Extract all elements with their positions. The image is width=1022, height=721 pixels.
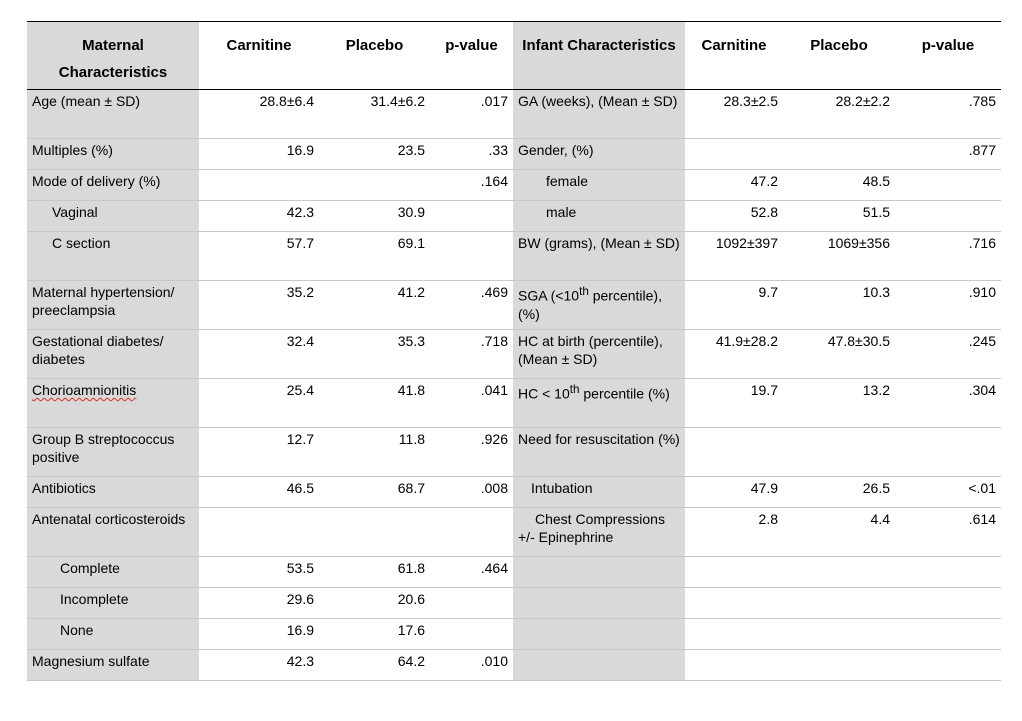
header-pvalue-infant: p-value bbox=[921, 37, 975, 54]
maternal-carnitine: 42.3 bbox=[199, 650, 319, 681]
maternal-label: Gestational diabetes/ diabetes bbox=[27, 330, 199, 379]
infant-pvalue: .614 bbox=[895, 508, 1001, 557]
maternal-carnitine: 53.5 bbox=[199, 557, 319, 588]
table-row bbox=[27, 201, 1001, 232]
infant-placebo: 1069±356 bbox=[783, 232, 895, 281]
maternal-carnitine bbox=[199, 170, 319, 201]
header-carnitine-infant: Carnitine bbox=[701, 37, 767, 54]
infant-label: female bbox=[513, 170, 685, 201]
maternal-placebo bbox=[319, 508, 430, 557]
table-row bbox=[27, 477, 1001, 508]
maternal-pvalue: .017 bbox=[430, 90, 513, 139]
maternal-placebo: 23.5 bbox=[319, 139, 430, 170]
table-row bbox=[27, 281, 1001, 330]
infant-pvalue: .716 bbox=[895, 232, 1001, 281]
infant-placebo: 48.5 bbox=[783, 170, 895, 201]
table-row bbox=[27, 379, 1001, 428]
maternal-carnitine: 57.7 bbox=[199, 232, 319, 281]
infant-placebo: 4.4 bbox=[783, 508, 895, 557]
infant-placebo bbox=[783, 588, 895, 619]
infant-placebo: 10.3 bbox=[783, 281, 895, 330]
infant-placebo bbox=[783, 428, 895, 477]
maternal-label: Complete bbox=[27, 557, 199, 588]
infant-placebo bbox=[783, 619, 895, 650]
maternal-carnitine: 29.6 bbox=[199, 588, 319, 619]
maternal-label: C section bbox=[27, 232, 199, 281]
infant-label: GA (weeks), (Mean ± SD) bbox=[513, 90, 685, 139]
infant-pvalue bbox=[895, 170, 1001, 201]
infant-carnitine: 41.9±28.2 bbox=[685, 330, 783, 379]
table-row bbox=[27, 428, 1001, 477]
maternal-label: Magnesium sulfate bbox=[27, 650, 199, 681]
maternal-pvalue: .464 bbox=[430, 557, 513, 588]
maternal-placebo: 30.9 bbox=[319, 201, 430, 232]
maternal-placebo: 11.8 bbox=[319, 428, 430, 477]
infant-pvalue: <.01 bbox=[895, 477, 1001, 508]
infant-label bbox=[513, 508, 685, 557]
maternal-placebo: 41.8 bbox=[319, 379, 430, 428]
superscript-th: th bbox=[579, 285, 589, 298]
spellcheck-word: Chorioamnionitis bbox=[32, 382, 137, 398]
infant-label: Intubation bbox=[513, 477, 685, 508]
infant-pvalue bbox=[895, 428, 1001, 477]
infant-label bbox=[513, 379, 685, 428]
maternal-placebo: 64.2 bbox=[319, 650, 430, 681]
maternal-label: Mode of delivery (%) bbox=[27, 170, 199, 201]
infant-placebo bbox=[783, 650, 895, 681]
maternal-carnitine: 16.9 bbox=[199, 619, 319, 650]
maternal-placebo: 17.6 bbox=[319, 619, 430, 650]
infant-pvalue bbox=[895, 619, 1001, 650]
infant-carnitine: 19.7 bbox=[685, 379, 783, 428]
maternal-pvalue: .469 bbox=[430, 281, 513, 330]
infant-pvalue bbox=[895, 588, 1001, 619]
characteristics-table-wrapper bbox=[27, 21, 1001, 681]
maternal-pvalue bbox=[430, 508, 513, 557]
infant-carnitine bbox=[685, 428, 783, 477]
maternal-pvalue: .041 bbox=[430, 379, 513, 428]
characteristics-table bbox=[27, 21, 1001, 681]
infant-pvalue: .910 bbox=[895, 281, 1001, 330]
maternal-label bbox=[27, 379, 199, 428]
infant-placebo: 28.2±2.2 bbox=[783, 90, 895, 139]
infant-label-text: Chest Compressions +/- Epinephrine bbox=[518, 511, 665, 545]
maternal-label: Multiples (%) bbox=[27, 139, 199, 170]
maternal-carnitine: 25.4 bbox=[199, 379, 319, 428]
maternal-placebo: 35.3 bbox=[319, 330, 430, 379]
maternal-carnitine: 46.5 bbox=[199, 477, 319, 508]
maternal-label: Vaginal bbox=[27, 201, 199, 232]
infant-label bbox=[513, 588, 685, 619]
maternal-carnitine: 32.4 bbox=[199, 330, 319, 379]
table-row bbox=[27, 588, 1001, 619]
table-row bbox=[27, 619, 1001, 650]
maternal-carnitine bbox=[199, 508, 319, 557]
infant-label: male bbox=[513, 201, 685, 232]
table-row bbox=[27, 170, 1001, 201]
maternal-label: Age (mean ± SD) bbox=[27, 90, 199, 139]
infant-placebo bbox=[783, 557, 895, 588]
infant-label: Need for resuscitation (%) bbox=[513, 428, 685, 477]
infant-label bbox=[513, 650, 685, 681]
table-row bbox=[27, 557, 1001, 588]
maternal-pvalue bbox=[430, 201, 513, 232]
infant-carnitine: 52.8 bbox=[685, 201, 783, 232]
infant-pvalue: .304 bbox=[895, 379, 1001, 428]
header-carnitine: Carnitine bbox=[226, 37, 292, 54]
maternal-pvalue bbox=[430, 232, 513, 281]
maternal-pvalue: .33 bbox=[430, 139, 513, 170]
table-row bbox=[27, 232, 1001, 281]
maternal-pvalue: .926 bbox=[430, 428, 513, 477]
infant-pvalue: .877 bbox=[895, 139, 1001, 170]
maternal-label: Incomplete bbox=[27, 588, 199, 619]
maternal-placebo: 61.8 bbox=[319, 557, 430, 588]
maternal-label: Maternal hypertension/ preeclampsia bbox=[27, 281, 199, 330]
infant-carnitine bbox=[685, 588, 783, 619]
infant-carnitine bbox=[685, 619, 783, 650]
maternal-label: Group B streptococcus positive bbox=[27, 428, 199, 477]
infant-label bbox=[513, 619, 685, 650]
maternal-carnitine: 12.7 bbox=[199, 428, 319, 477]
maternal-pvalue: .010 bbox=[430, 650, 513, 681]
infant-placebo: 51.5 bbox=[783, 201, 895, 232]
table-row bbox=[27, 650, 1001, 681]
maternal-carnitine: 42.3 bbox=[199, 201, 319, 232]
infant-pvalue bbox=[895, 650, 1001, 681]
infant-label bbox=[513, 557, 685, 588]
infant-carnitine: 47.9 bbox=[685, 477, 783, 508]
maternal-placebo: 20.6 bbox=[319, 588, 430, 619]
maternal-pvalue bbox=[430, 619, 513, 650]
maternal-pvalue: .008 bbox=[430, 477, 513, 508]
header-pvalue: p-value bbox=[445, 37, 498, 54]
maternal-pvalue: .718 bbox=[430, 330, 513, 379]
maternal-placebo: 69.1 bbox=[319, 232, 430, 281]
infant-label: Gender, (%) bbox=[513, 139, 685, 170]
infant-carnitine: 47.2 bbox=[685, 170, 783, 201]
infant-label-part: HC < 10 bbox=[518, 385, 570, 402]
infant-carnitine: 2.8 bbox=[685, 508, 783, 557]
maternal-pvalue bbox=[430, 588, 513, 619]
infant-pvalue: .785 bbox=[895, 90, 1001, 139]
infant-label-part: SGA (<10 bbox=[518, 287, 580, 304]
infant-placebo bbox=[783, 139, 895, 170]
infant-label: BW (grams), (Mean ± SD) bbox=[513, 232, 685, 281]
infant-label-part: percentile (%) bbox=[579, 385, 670, 402]
table-row bbox=[27, 139, 1001, 170]
infant-carnitine bbox=[685, 650, 783, 681]
maternal-placebo: 41.2 bbox=[319, 281, 430, 330]
maternal-label: None bbox=[27, 619, 199, 650]
table-row bbox=[27, 90, 1001, 139]
header-maternal: Maternal Characteristics bbox=[27, 22, 199, 90]
infant-carnitine: 28.3±2.5 bbox=[685, 90, 783, 139]
infant-pvalue: .245 bbox=[895, 330, 1001, 379]
maternal-carnitine: 16.9 bbox=[199, 139, 319, 170]
infant-pvalue bbox=[895, 557, 1001, 588]
infant-carnitine: 1092±397 bbox=[685, 232, 783, 281]
infant-placebo: 47.8±30.5 bbox=[783, 330, 895, 379]
infant-pvalue bbox=[895, 201, 1001, 232]
header-row bbox=[27, 22, 1001, 90]
infant-label: HC at birth (percentile), (Mean ± SD) bbox=[513, 330, 685, 379]
infant-placebo: 13.2 bbox=[783, 379, 895, 428]
maternal-carnitine: 28.8±6.4 bbox=[199, 90, 319, 139]
maternal-carnitine: 35.2 bbox=[199, 281, 319, 330]
infant-label-part: percentile), (%) bbox=[518, 287, 662, 322]
infant-carnitine bbox=[685, 139, 783, 170]
superscript-th: th bbox=[569, 383, 580, 396]
header-infant: Infant Characteristics bbox=[513, 22, 685, 90]
maternal-pvalue: .164 bbox=[430, 170, 513, 201]
infant-label bbox=[513, 281, 685, 330]
infant-placebo: 26.5 bbox=[783, 477, 895, 508]
maternal-placebo bbox=[319, 170, 430, 201]
maternal-placebo: 68.7 bbox=[319, 477, 430, 508]
maternal-placebo: 31.4±6.2 bbox=[319, 90, 430, 139]
header-placebo: Placebo bbox=[345, 37, 404, 54]
table-row bbox=[27, 508, 1001, 557]
table-row bbox=[27, 330, 1001, 379]
maternal-label: Antibiotics bbox=[27, 477, 199, 508]
header-placebo-infant: Placebo bbox=[810, 37, 868, 54]
infant-carnitine bbox=[685, 557, 783, 588]
maternal-label: Antenatal corticosteroids bbox=[27, 508, 199, 557]
infant-carnitine: 9.7 bbox=[685, 281, 783, 330]
